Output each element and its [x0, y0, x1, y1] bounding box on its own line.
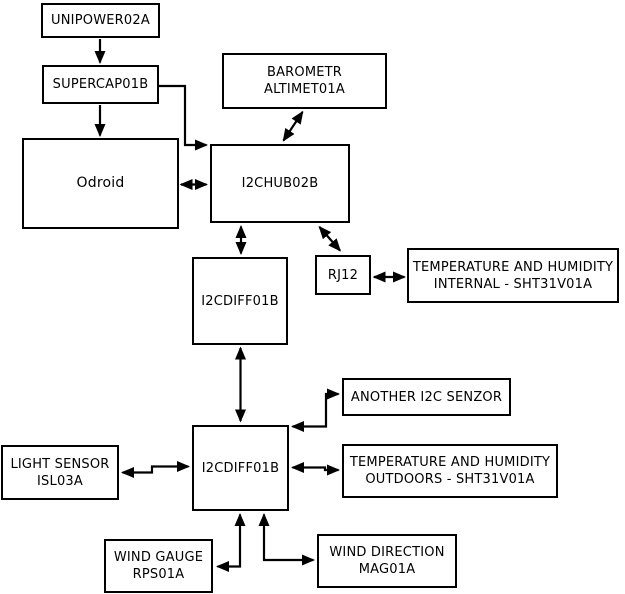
node-label: SUPERCAP01B [52, 77, 149, 92]
connector-i2cdiff-another [293, 394, 339, 427]
connector-supercap-i2chub [158, 86, 207, 145]
node-label: MAG01A [358, 562, 416, 577]
node-label: UNIPOWER02A [51, 13, 150, 28]
node-wind-gauge-rps01a [104, 539, 213, 593]
node-i2chub02b [210, 144, 350, 223]
connector-i2chub-rj12 [320, 227, 341, 251]
node-label: ALTIMET01A [264, 82, 345, 97]
node-odroid [22, 138, 179, 229]
node-label: I2CHUB02B [241, 176, 319, 191]
node-label: LIGHT SENSOR [10, 456, 110, 472]
node-another-i2c-senzor [342, 378, 511, 416]
connector-i2cdiff-tempoutdoors [293, 468, 339, 471]
node-temperature-humidity-internal [407, 248, 619, 303]
connector-i2cdiff-windgauge [218, 515, 241, 567]
node-temperature-humidity-outdoors [342, 444, 558, 498]
node-label: I2CDIFF01B [201, 460, 280, 476]
node-label: BAROMETR [266, 65, 343, 80]
node-i2cdiff01b-upper [192, 257, 288, 345]
node-supercap01b [42, 65, 159, 104]
node-label: INTERNAL - SHT31V01A [433, 276, 593, 292]
node-label: WIND GAUGE [113, 550, 204, 565]
connector-i2cdiff-winddirection [264, 515, 314, 561]
node-label: Odroid [76, 175, 125, 191]
node-label: I2CDIFF01B [201, 293, 279, 309]
node-label: WIND DIRECTION [329, 545, 445, 560]
node-label: TEMPERATURE AND HUMIDITY [349, 455, 551, 470]
connector-light-i2cdiff [123, 467, 189, 473]
node-rj12 [315, 255, 371, 295]
node-light-sensor-isl03a [1, 445, 119, 500]
node-label: OUTDOORS - SHT31V01A [365, 472, 535, 487]
node-barometr-altimet01a [222, 53, 387, 109]
node-label: TEMPERATURE AND HUMIDITY [412, 259, 614, 275]
node-label: ANOTHER I2C SENZOR [350, 389, 503, 405]
node-label: RJ12 [327, 267, 359, 283]
node-label: RPS01A [132, 567, 185, 582]
node-label: ISL03A [37, 473, 83, 489]
node-wind-direction-mag01a [317, 534, 457, 588]
connector-barometr-i2chub [284, 112, 303, 141]
node-i2cdiff01b-lower [192, 425, 289, 511]
node-unipower02a [41, 3, 160, 38]
